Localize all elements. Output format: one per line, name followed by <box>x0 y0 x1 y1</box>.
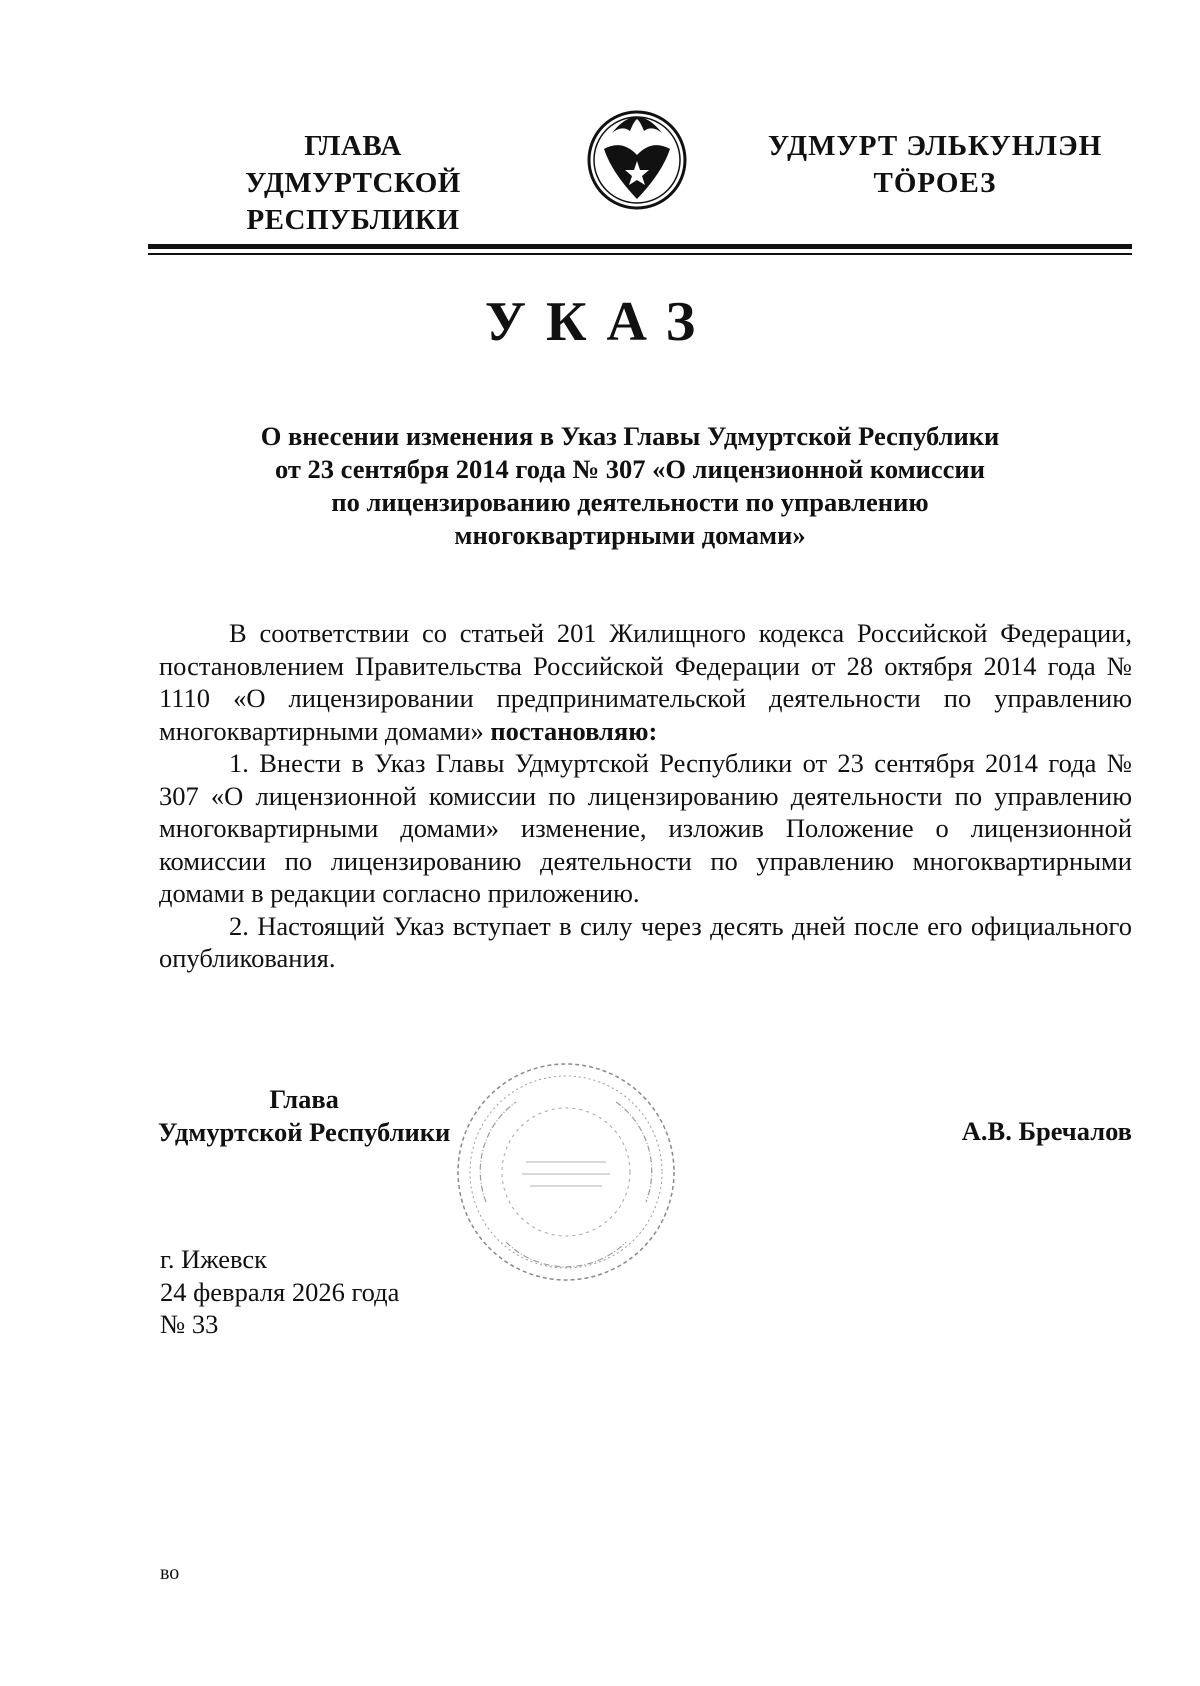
document-body <box>159 617 1132 975</box>
header-right <box>760 128 1110 202</box>
item-1-paragraph: 1. Внести в Указ Главы Удмуртской Республики от 23 сентября 2014 года № 307 «О лицензионной комиссии по лицензированию деятельности по управлению многоквартирными домами» изменение, изложив Положение о лицензионной комиссии по лицензированию деятельности по управлению многоквартирными домами в редакции согласно приложению. <box>159 748 1132 908</box>
signature-title-line1: Глава <box>269 1084 339 1114</box>
signature-title-line2: Удмуртской Республики <box>158 1116 451 1147</box>
subject-line1: О внесении изменения в Указ Главы Удмуртской Республики <box>260 421 1000 451</box>
official-seal-icon <box>446 1052 686 1292</box>
subject-line4: многоквартирными домами» <box>454 520 806 550</box>
footer-mark: во <box>160 1562 180 1584</box>
subject-line2: от 23 сентября 2014 года № 307 «О лицензионной комиссии <box>275 454 985 484</box>
document-number: № 33 <box>160 1309 219 1339</box>
signature-title <box>158 1083 450 1148</box>
header-left-line2: УДМУРТСКОЙ РЕСПУБЛИКИ <box>245 167 461 236</box>
header-rule-thin <box>148 253 1132 255</box>
header-left-line1: ГЛАВА <box>304 130 402 162</box>
date: 24 февраля 2026 года <box>160 1276 400 1307</box>
document-subject <box>200 420 1060 552</box>
preamble-text: В соответствии со статьей 201 Жилищного кодекса Российской Федерации, постановлением Правительства Российской Федерации от 28 октября 2014 года № 1110 «О лицензировании предпринимательской деятельности по управлению многоквартирными домами» <box>159 618 1132 746</box>
city: г. Ижевск <box>160 1244 267 1274</box>
coat-of-arms-icon <box>582 103 692 213</box>
header-rule-thick <box>148 244 1132 249</box>
preamble-resolution: постановляю: <box>490 715 658 746</box>
header-left <box>138 128 568 239</box>
header-right-line2: ТӦРОЕЗ <box>873 167 997 199</box>
place-and-date <box>160 1243 399 1341</box>
document-type: УКАЗ <box>484 291 716 353</box>
subject-line3: по лицензированию деятельности по управлению <box>331 487 929 517</box>
item-2-paragraph: 2. Настоящий Указ вступает в силу через десять дней после его официального опубликования. <box>159 910 1132 973</box>
preamble-paragraph <box>159 617 1132 747</box>
header-right-line1: УДМУРТ ЭЛЬКУНЛЭН <box>767 130 1103 162</box>
signatory-name: А.В. Бречалов <box>961 1116 1132 1146</box>
